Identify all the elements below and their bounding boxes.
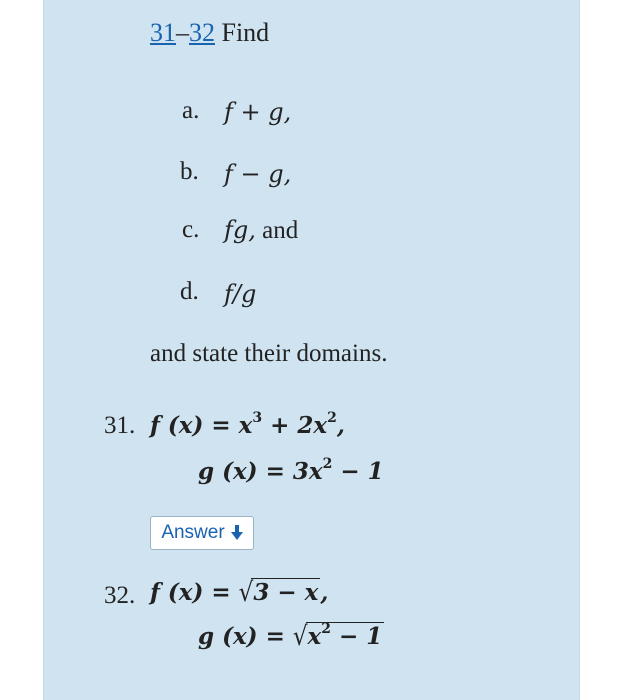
problem-32-g-lhs: g (x) = [198,623,293,650]
problem-31-f-exp-b: 2 [327,410,337,426]
problem-31-g-end: − 1 [332,458,384,485]
sqrt-symbol-g: $√x^2 - 1$ [292,621,383,652]
heading-dash: – [176,18,189,47]
problem-31-f-end: , [336,412,345,439]
problem-31-f-exp-a: 3 [252,410,263,426]
answer-button-label: Answer [161,522,225,543]
problem-31-f-term-a: x [238,412,253,439]
arrow-down-icon [231,525,243,541]
problem-32-g-radicand-end: − 1 [330,623,383,650]
problem-31-f [150,412,345,439]
item-letter-c: c. [182,216,200,243]
item-expr-b: f − g, [224,160,292,188]
problem-31-f-lhs: f (x) = [150,412,239,439]
item-letter-d: d. [180,278,199,305]
sqrt-symbol-f: √3 − x [238,578,319,608]
problem-31-f-term-b: + 2x [262,412,328,439]
item-letter-b: b. [180,158,199,185]
problem-32-f-radicand: 3 − x [253,579,319,606]
problem-31-g-exp: 2 [322,456,333,472]
link-problem-32[interactable]: 32 [189,18,215,47]
problem-31-g-lhs: g (x) = [198,458,293,485]
heading [150,18,269,48]
problem-31-g-term: 3x [292,458,323,485]
problem-32-g-radicand-exp: 2 [321,621,331,637]
problem-number-32: 32. [104,582,136,609]
answer-button[interactable] [150,516,254,550]
closing-text: and state their domains. [150,340,388,367]
problem-32-g-radicand-base: x [307,623,322,650]
item-expr-d: f/g [224,280,257,308]
problem-32-f-lhs: f (x) = [150,579,239,606]
item-expr-a: f + g, [224,98,292,126]
heading-text: Find [215,18,270,47]
item-c-content [224,216,298,245]
item-suffix-c: and [255,217,299,244]
item-letter-a: a. [182,97,200,124]
problem-32-f-end: , [320,579,329,606]
link-problem-31[interactable]: 31 [150,18,176,47]
problem-32-f [150,578,328,606]
problem-32-g [198,622,384,650]
item-expr-c: fg, [224,216,256,244]
problem-31-g [198,458,384,485]
problem-number-31: 31. [104,412,136,439]
